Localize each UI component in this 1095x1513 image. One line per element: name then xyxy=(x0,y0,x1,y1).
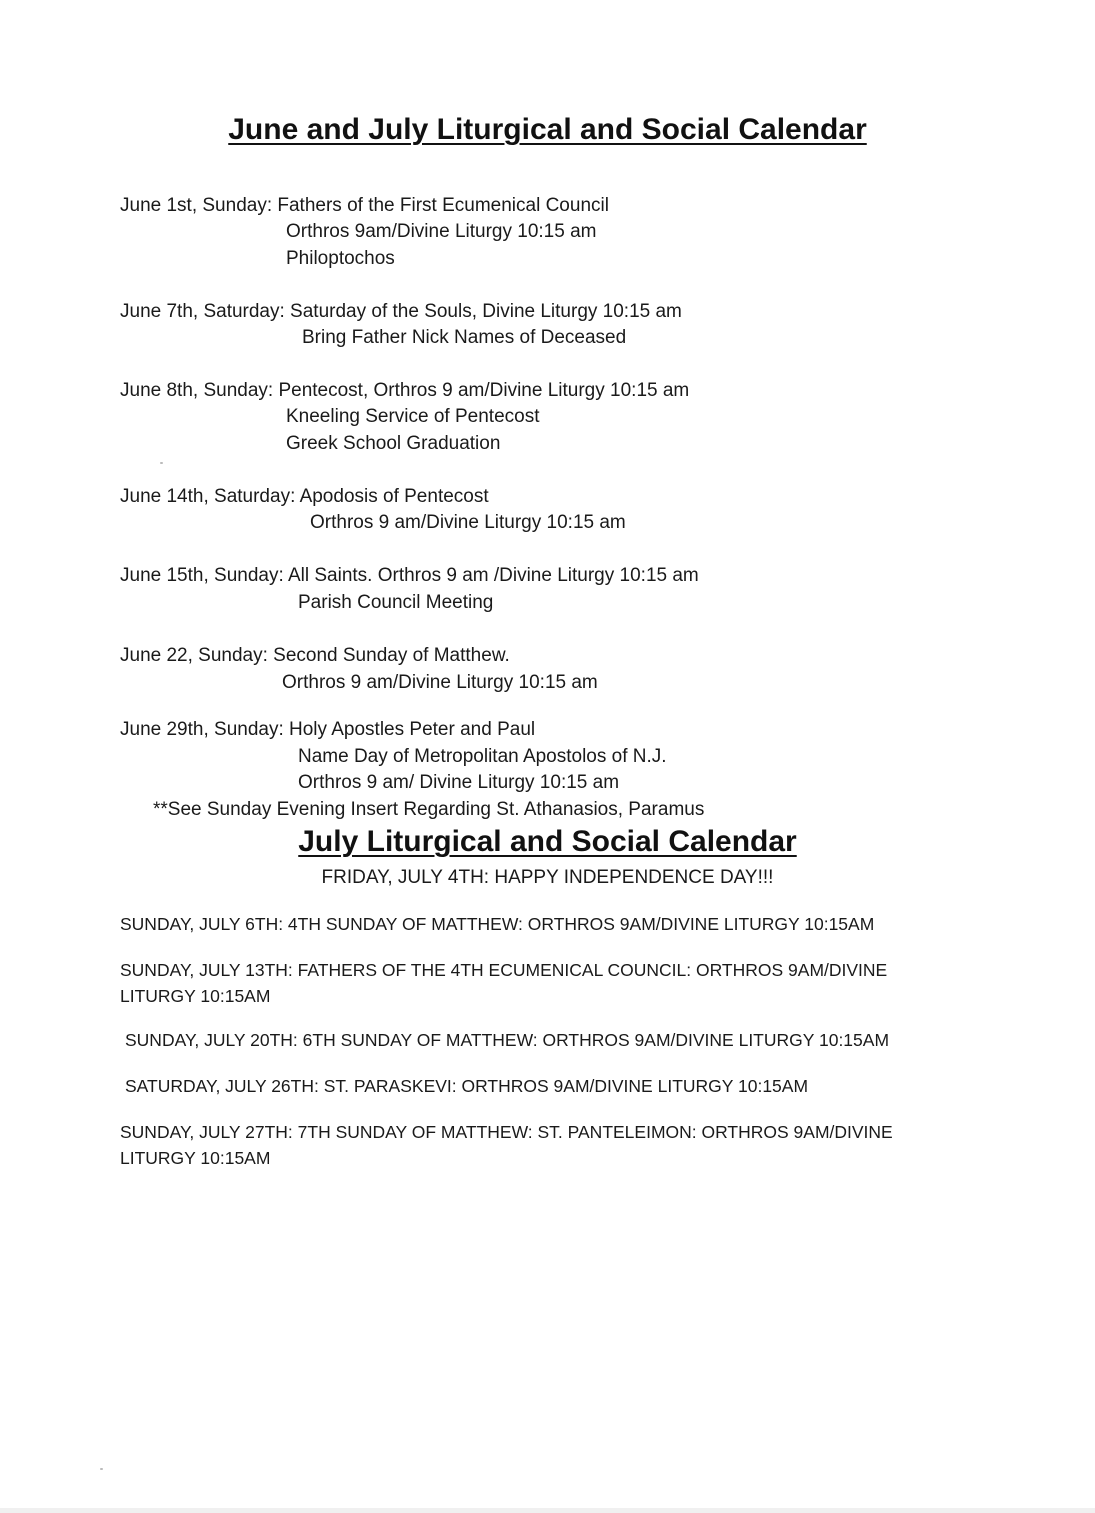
june-entry-4-line-1: Orthros 9 am/Divine Liturgy 10:15 am xyxy=(310,512,626,533)
scan-speck xyxy=(100,1468,103,1470)
june-entry-1-line-2: Philoptochos xyxy=(286,248,395,269)
june-entry-3-line-2: Greek School Graduation xyxy=(286,433,501,454)
june-entry-6-head: June 22, Sunday: Second Sunday of Matthew. xyxy=(120,645,510,666)
june-entry-1-line-1: Orthros 9am/Divine Liturgy 10:15 am xyxy=(286,221,597,242)
july-entry-5: SUNDAY, JULY 27TH: 7TH SUNDAY OF MATTHEW: ST. PANTELEIMON: ORTHROS 9AM/DIVINE LITURGY 10:15AM xyxy=(120,1122,893,1168)
june-entry-6-line-1: Orthros 9 am/Divine Liturgy 10:15 am xyxy=(282,672,598,693)
june-entry-7-head: June 29th, Sunday: Holy Apostles Peter and Paul xyxy=(120,719,536,740)
june-entry-3-line-1: Kneeling Service of Pentecost xyxy=(286,406,540,427)
scan-speck xyxy=(160,462,163,464)
july-subtitle: FRIDAY, JULY 4TH: HAPPY INDEPENDENCE DAY!!! xyxy=(321,867,774,888)
june-entry-3-head: June 8th, Sunday: Pentecost, Orthros 9 am/Divine Liturgy 10:15 am xyxy=(120,380,690,401)
july-entry-2: SUNDAY, JULY 13TH: FATHERS OF THE 4TH ECUMENICAL COUNCIL: ORTHROS 9AM/DIVINE LITURGY 10:15AM xyxy=(120,960,888,1006)
june-note: **See Sunday Evening Insert Regarding St. Athanasios, Paramus xyxy=(153,799,705,820)
june-entry-7-line-2: Orthros 9 am/ Divine Liturgy 10:15 am xyxy=(298,772,620,793)
july-entry-1: SUNDAY, JULY 6TH: 4TH SUNDAY OF MATTHEW: ORTHROS 9AM/DIVINE LITURGY 10:15AM xyxy=(120,914,875,934)
june-entry-2-head: June 7th, Saturday: Saturday of the Souls, Divine Liturgy 10:15 am xyxy=(120,301,682,322)
june-entry-7-line-1: Name Day of Metropolitan Apostolos of N.J. xyxy=(298,746,667,767)
july-title: July Liturgical and Social Calendar xyxy=(298,825,797,858)
june-entry-4-head: June 14th, Saturday: Apodosis of Pentecost xyxy=(120,486,489,507)
june-entry-5-line-1: Parish Council Meeting xyxy=(298,592,494,613)
july-entry-3: SUNDAY, JULY 20TH: 6TH SUNDAY OF MATTHEW: ORTHROS 9AM/DIVINE LITURGY 10:15AM xyxy=(125,1030,890,1050)
page-title: June and July Liturgical and Social Calendar xyxy=(228,113,867,146)
june-entry-2-line-1: Bring Father Nick Names of Deceased xyxy=(302,327,627,348)
june-entry-5-head: June 15th, Sunday: All Saints. Orthros 9 am /Divine Liturgy 10:15 am xyxy=(120,565,699,586)
july-entry-4: SATURDAY, JULY 26TH: ST. PARASKEVI: ORTHROS 9AM/DIVINE LITURGY 10:15AM xyxy=(125,1076,809,1096)
june-entry-1-head: June 1st, Sunday: Fathers of the First Ecumenical Council xyxy=(120,195,609,216)
scan-edge xyxy=(0,1508,1095,1513)
